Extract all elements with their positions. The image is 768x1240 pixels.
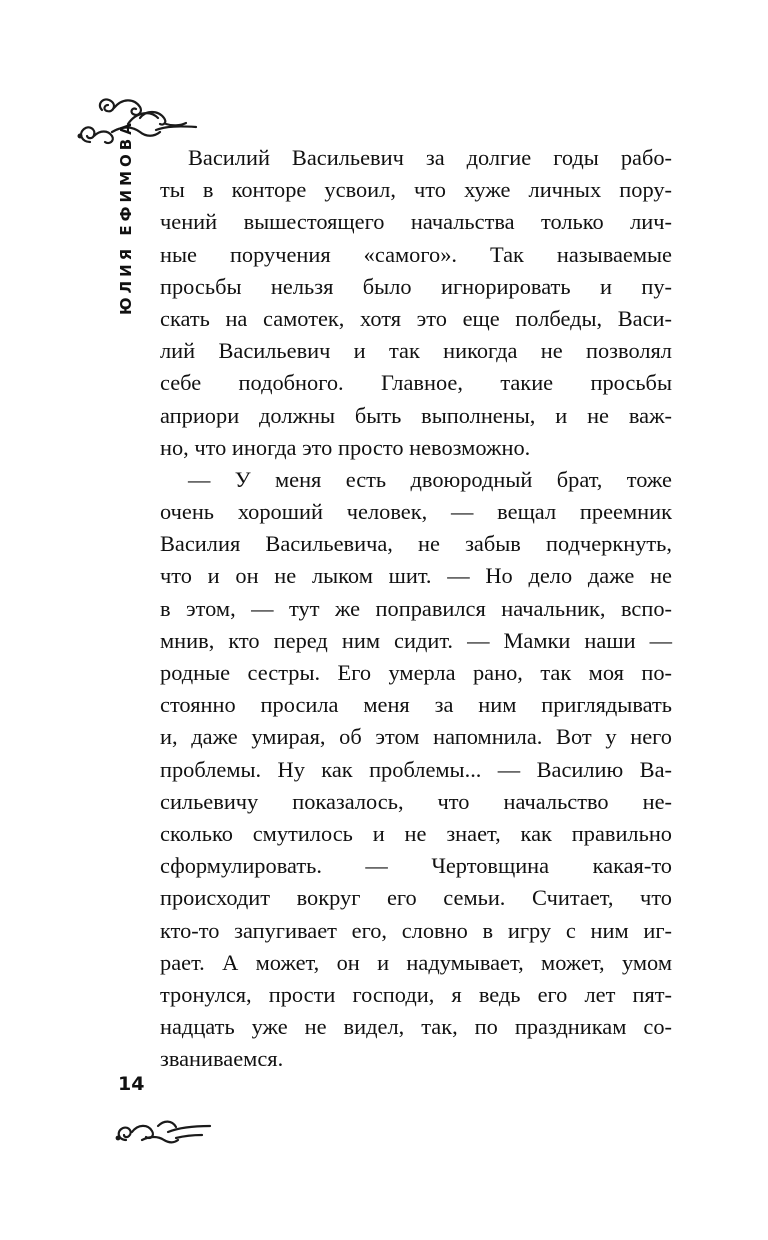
text-line: скать на самотек, хотя это еще полбеды, Васи-: [160, 305, 672, 331]
text-line: проблемы. Ну как проблемы... — Василию Ва-: [160, 756, 672, 782]
text-line: надцать уже не видел, так, по праздникам со-: [160, 1014, 672, 1040]
text-line: ты в конторе усвоил, что хуже личных пору-: [160, 177, 672, 203]
page-number: 14: [118, 1073, 145, 1095]
text-line: очень хороший человек, — вещал преемник: [160, 499, 672, 525]
text-line: рает. А может, он и надумывает, может, умом: [160, 949, 672, 975]
text-line: происходит вокруг его семьи. Считает, что: [160, 885, 672, 911]
text-line: Василий Васильевич за долгие годы рабо-: [188, 145, 672, 170]
text-line: мнив, кто перед ним сидит. — Мамки наши —: [160, 627, 672, 653]
text-line: сколько смутилось и не знает, как правильно: [160, 820, 672, 846]
text-line: тронулся, прости господи, я ведь его лет пят-: [160, 981, 672, 1007]
paragraph: [160, 464, 672, 1076]
text-line: званиваемся.: [160, 1046, 284, 1072]
text-line: Василия Васильевича, не забыв подчеркнуть,: [160, 531, 672, 557]
text-line: кто-то запугивает его, словно в игру с ним иг-: [160, 917, 672, 943]
running-head-author: ЮЛИЯ ЕФИМОВА: [117, 119, 135, 315]
text-line: стоянно просила меня за ним приглядывать: [160, 692, 672, 718]
text-line: лий Васильевич и так никогда не позволял: [160, 338, 672, 364]
text-line: но, что иногда это просто невозможно.: [160, 434, 531, 460]
ornament-bottom: [112, 1110, 212, 1150]
text-line: себе подобного. Главное, такие просьбы: [160, 370, 672, 396]
text-line: что и он не лыком шит. — Но дело даже не: [160, 563, 672, 589]
text-line: сформулировать. — Чертовщина какая-то: [160, 853, 672, 879]
text-line: ные поручения «самого». Так называемые: [160, 241, 672, 267]
text-line: сильевичу показалось, что начальство не-: [160, 788, 672, 814]
text-line: чений вышестоящего начальства только лич-: [160, 209, 672, 235]
text-line: родные сестры. Его умерла рано, так моя по-: [160, 660, 672, 685]
text-line: в этом, — тут же поправился начальник, вспо-: [160, 595, 672, 621]
text-line: — У меня есть двоюродный брат, тоже: [188, 466, 672, 492]
text-line: и, даже умирая, об этом напомнила. Вот у него: [160, 724, 672, 750]
paragraph: [160, 142, 672, 464]
text-line: априори должны быть выполнены, и не важ-: [160, 402, 672, 428]
body-text: [160, 142, 672, 1075]
text-line: просьбы нельзя было игнорировать и пу-: [160, 273, 672, 299]
